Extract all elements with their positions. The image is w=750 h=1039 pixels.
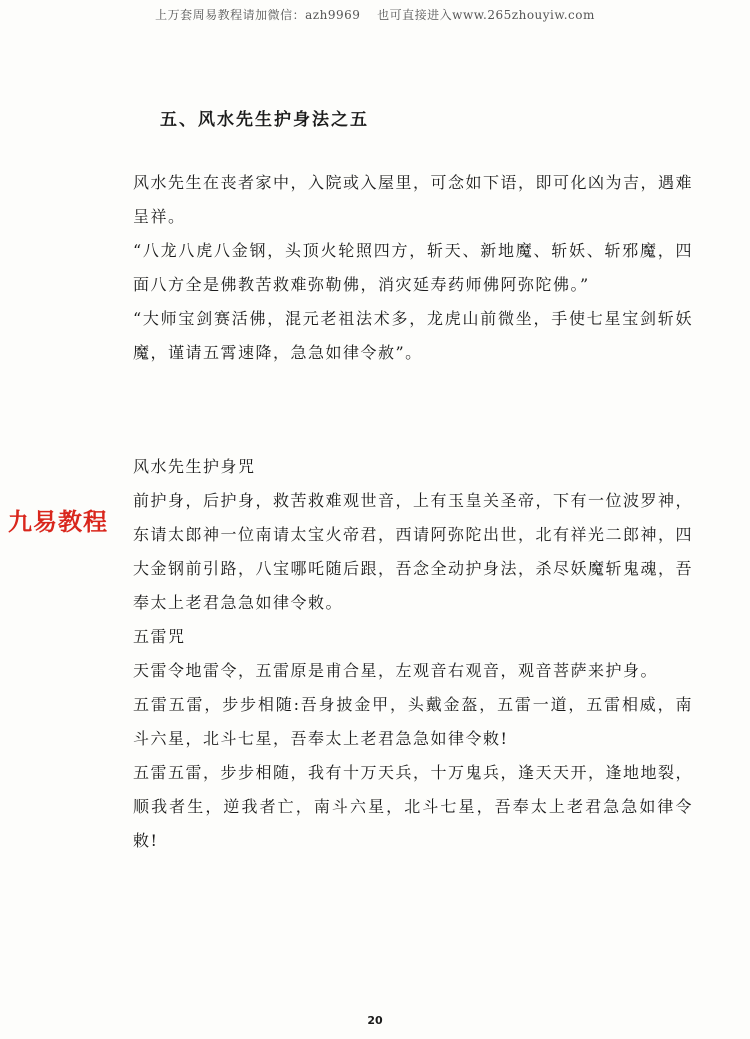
protection-mantra-text: 前护身，后护身，救苦救难观世音，上有玉皇关圣帝，下有一位波罗神，东请太郎神一位南请太宝火帝君，西请阿弥陀出世，北有祥光二郎神，四大金钢前引路，八宝哪吒随后跟，吾念全动护身法，杀尽妖魔斩鬼魂，吾奉太上老君急急如律令敕。 (133, 491, 694, 612)
intro-paragraph: 风水先生在丧者家中，入院或入屋里，可念如下语，即可化凶为吉，遇难呈祥。 (133, 173, 694, 226)
page-number: 20 (367, 1014, 383, 1027)
five-thunder-paragraph-3: 五雷五雷，步步相随，我有十万天兵，十万鬼兵，逢天天开，逢地地裂，顺我者生，逆我者亡，南斗六星，北斗七星，吾奉太上老君急急如律令敕! (133, 763, 694, 850)
header-note: 上万套周易教程请加微信：azh9969 也可直接进入www.265zhouyiw.com (155, 8, 595, 22)
mantra-paragraph-1: “八龙八虎八金钢，头顶火轮照四方，斩天、新地魔、斩妖、斩邪魔，四面八方全是佛教苦救难弥勒佛，消灾延寿药师佛阿弥陀佛。” (133, 241, 693, 294)
intro-section (133, 166, 693, 370)
five-thunder-paragraph-1: 天雷令地雷令，五雷原是甫合星，左观音右观音，观音菩萨来护身。 (133, 661, 659, 680)
five-thunder-heading: 五雷咒 (133, 627, 186, 646)
section-title: 五、风水先生护身法之五 (160, 110, 369, 130)
watermark-logo: 九易教程 (8, 508, 108, 536)
five-thunder-paragraph-2: 五雷五雷，步步相随:吾身披金甲，头戴金盔，五雷一道，五雷相威，南斗六星，北斗七星，吾奉太上老君急急如律令敕! (133, 695, 693, 748)
protection-mantra-heading: 风水先生护身咒 (133, 457, 256, 476)
mantra-paragraph-2: “大师宝剑赛活佛，混元老祖法术多，龙虎山前微坐，手使七星宝剑斩妖魔，谨请五霄速降，急急如律令赦”。 (133, 309, 693, 362)
body-section (133, 450, 693, 858)
